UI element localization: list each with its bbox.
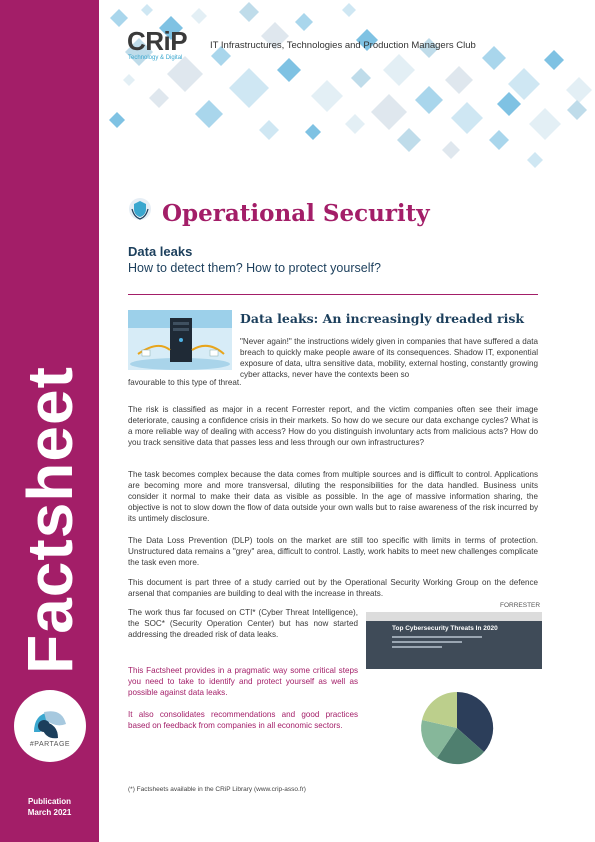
decorative-diamond <box>544 50 564 70</box>
server-illustration <box>128 310 232 370</box>
report-pie-chart <box>366 676 542 776</box>
decorative-diamond <box>442 141 460 159</box>
publication-date: March 2021 <box>27 808 72 817</box>
decorative-diamond <box>351 68 371 88</box>
publication-info <box>0 796 99 818</box>
publication-label: Publication <box>27 797 72 806</box>
logo-text: CRiP <box>127 26 188 56</box>
decorative-diamond <box>451 102 483 134</box>
partage-badge <box>14 690 86 762</box>
decorative-diamond <box>239 2 259 22</box>
paragraph-6: The work thus far focused on CTI* (Cyber Threat Intelligence), the SOC* (Security Operation Center) but has now started addressing the dreaded risk of data leaks. <box>128 608 358 639</box>
security-emblem-icon <box>128 197 152 221</box>
partage-label: #PARTAGE <box>29 741 71 748</box>
paragraph-2: The risk is classified as major in a recent Forrester report, and the victim companies often see their image deteriorate, causing a confidence crisis in their markets. So how do we secure our data exchange cycles? What is a more reliable way of dealing with access? How do you distinguish involuntary acts from malicious acts? How do you track sensitive data that passes less and less through our own infrastructures? <box>128 405 538 447</box>
decorative-diamond <box>191 8 207 24</box>
paragraph-1b: favourable to this type of threat. <box>128 378 242 387</box>
paragraph-1a: "Never again!" the instructions widely given in companies that have suffered a data breach to quickly make people aware of its consequences. Shadow IT, exponential exposure of data, ultra sensitive data, mobility, external hosting, constantly growing cyber attacks, never have the contexts been so <box>240 337 538 379</box>
decorative-diamond <box>482 46 506 70</box>
decorative-diamond <box>497 92 521 116</box>
callout-1: This Factsheet provides in a pragmatic way some critical steps you need to take to identify and protect yourself as well as possible against data leaks. <box>128 666 358 697</box>
decorative-diamond <box>109 112 125 128</box>
vertical-title: Factsheet <box>14 366 86 674</box>
decorative-diamond <box>508 68 540 100</box>
decorative-diamond <box>415 86 443 114</box>
decorative-diamond <box>259 120 279 140</box>
pie-chart-svg <box>366 676 542 776</box>
club-name: IT Infrastructures, Technologies and Production Managers Club <box>210 40 476 51</box>
subtitle-question: How to detect them? How to protect yourself? <box>128 261 381 275</box>
page-title: Operational Security <box>162 200 430 227</box>
decorative-diamond <box>383 54 415 86</box>
decorative-diamond <box>110 9 128 27</box>
decorative-diamond <box>342 3 356 17</box>
partage-icon <box>14 690 86 762</box>
decorative-diamond <box>229 68 269 108</box>
footnote: (*) Factsheets available in the CRiP Library (www.crip-asso.fr) <box>128 786 306 793</box>
report-top-bar <box>366 612 542 621</box>
decorative-diamond <box>167 56 203 92</box>
report-brand: FORRESTER <box>500 602 541 609</box>
sidebar-band <box>0 0 99 842</box>
decorative-diamond <box>529 108 561 140</box>
decorative-diamond <box>295 13 313 31</box>
decorative-diamond <box>305 124 321 140</box>
decorative-diamond <box>371 94 407 130</box>
section-heading: Data leaks: An increasingly dreaded risk <box>240 311 525 326</box>
decorative-diamond <box>567 100 587 120</box>
decorative-diamond <box>141 4 153 16</box>
divider <box>128 294 538 295</box>
decorative-diamond <box>123 74 135 86</box>
decorative-diamond <box>311 80 343 112</box>
logo-tagline: Technology & Digital <box>128 55 183 61</box>
decorative-diamond <box>489 130 509 150</box>
report-text-line <box>392 641 462 643</box>
decorative-diamond <box>527 152 543 168</box>
callout-2: It also consolidates recommendations and good practices based on feedback from companies in all economic sectors. <box>128 710 358 730</box>
decorative-diamond <box>149 88 169 108</box>
paragraph-3: The task becomes complex because the data comes from multiple sources and is difficult to control. Applications are becoming more and more transversal, diluting the responsibilities for the data handled. Business units consider it normal to make their data as visible as possible. In the age of massive information sharing, the objective is not to slow down the flow of data outside your own walls but to raise awareness of the risk incurred by its untimely disclosure. <box>128 470 538 523</box>
decorative-diamond <box>566 77 592 103</box>
crip-logo <box>127 26 187 57</box>
report-text-line <box>392 636 482 638</box>
paragraph-4: The Data Loss Prevention (DLP) tools on the market are still too specific with limits in terms of protection. Unstructured data remains a "grey" area, difficult to control. Lastly, work habits to meet new challenges complicate the task even more. <box>128 536 538 567</box>
decorative-diamond <box>397 128 421 152</box>
paragraph-5: This document is part three of a study carried out by the Operational Security Working Group on the defence arsenal that companies are building to deal with the increase in threats. <box>128 578 538 598</box>
decorative-diamond <box>277 58 301 82</box>
decorative-diamond <box>345 114 365 134</box>
subtitle-topic: Data leaks <box>128 244 193 259</box>
report-text-line <box>392 646 442 648</box>
report-heading: Top Cybersecurity Threats In 2020 <box>392 625 498 632</box>
decorative-diamond <box>445 66 473 94</box>
decorative-diamond <box>195 100 223 128</box>
